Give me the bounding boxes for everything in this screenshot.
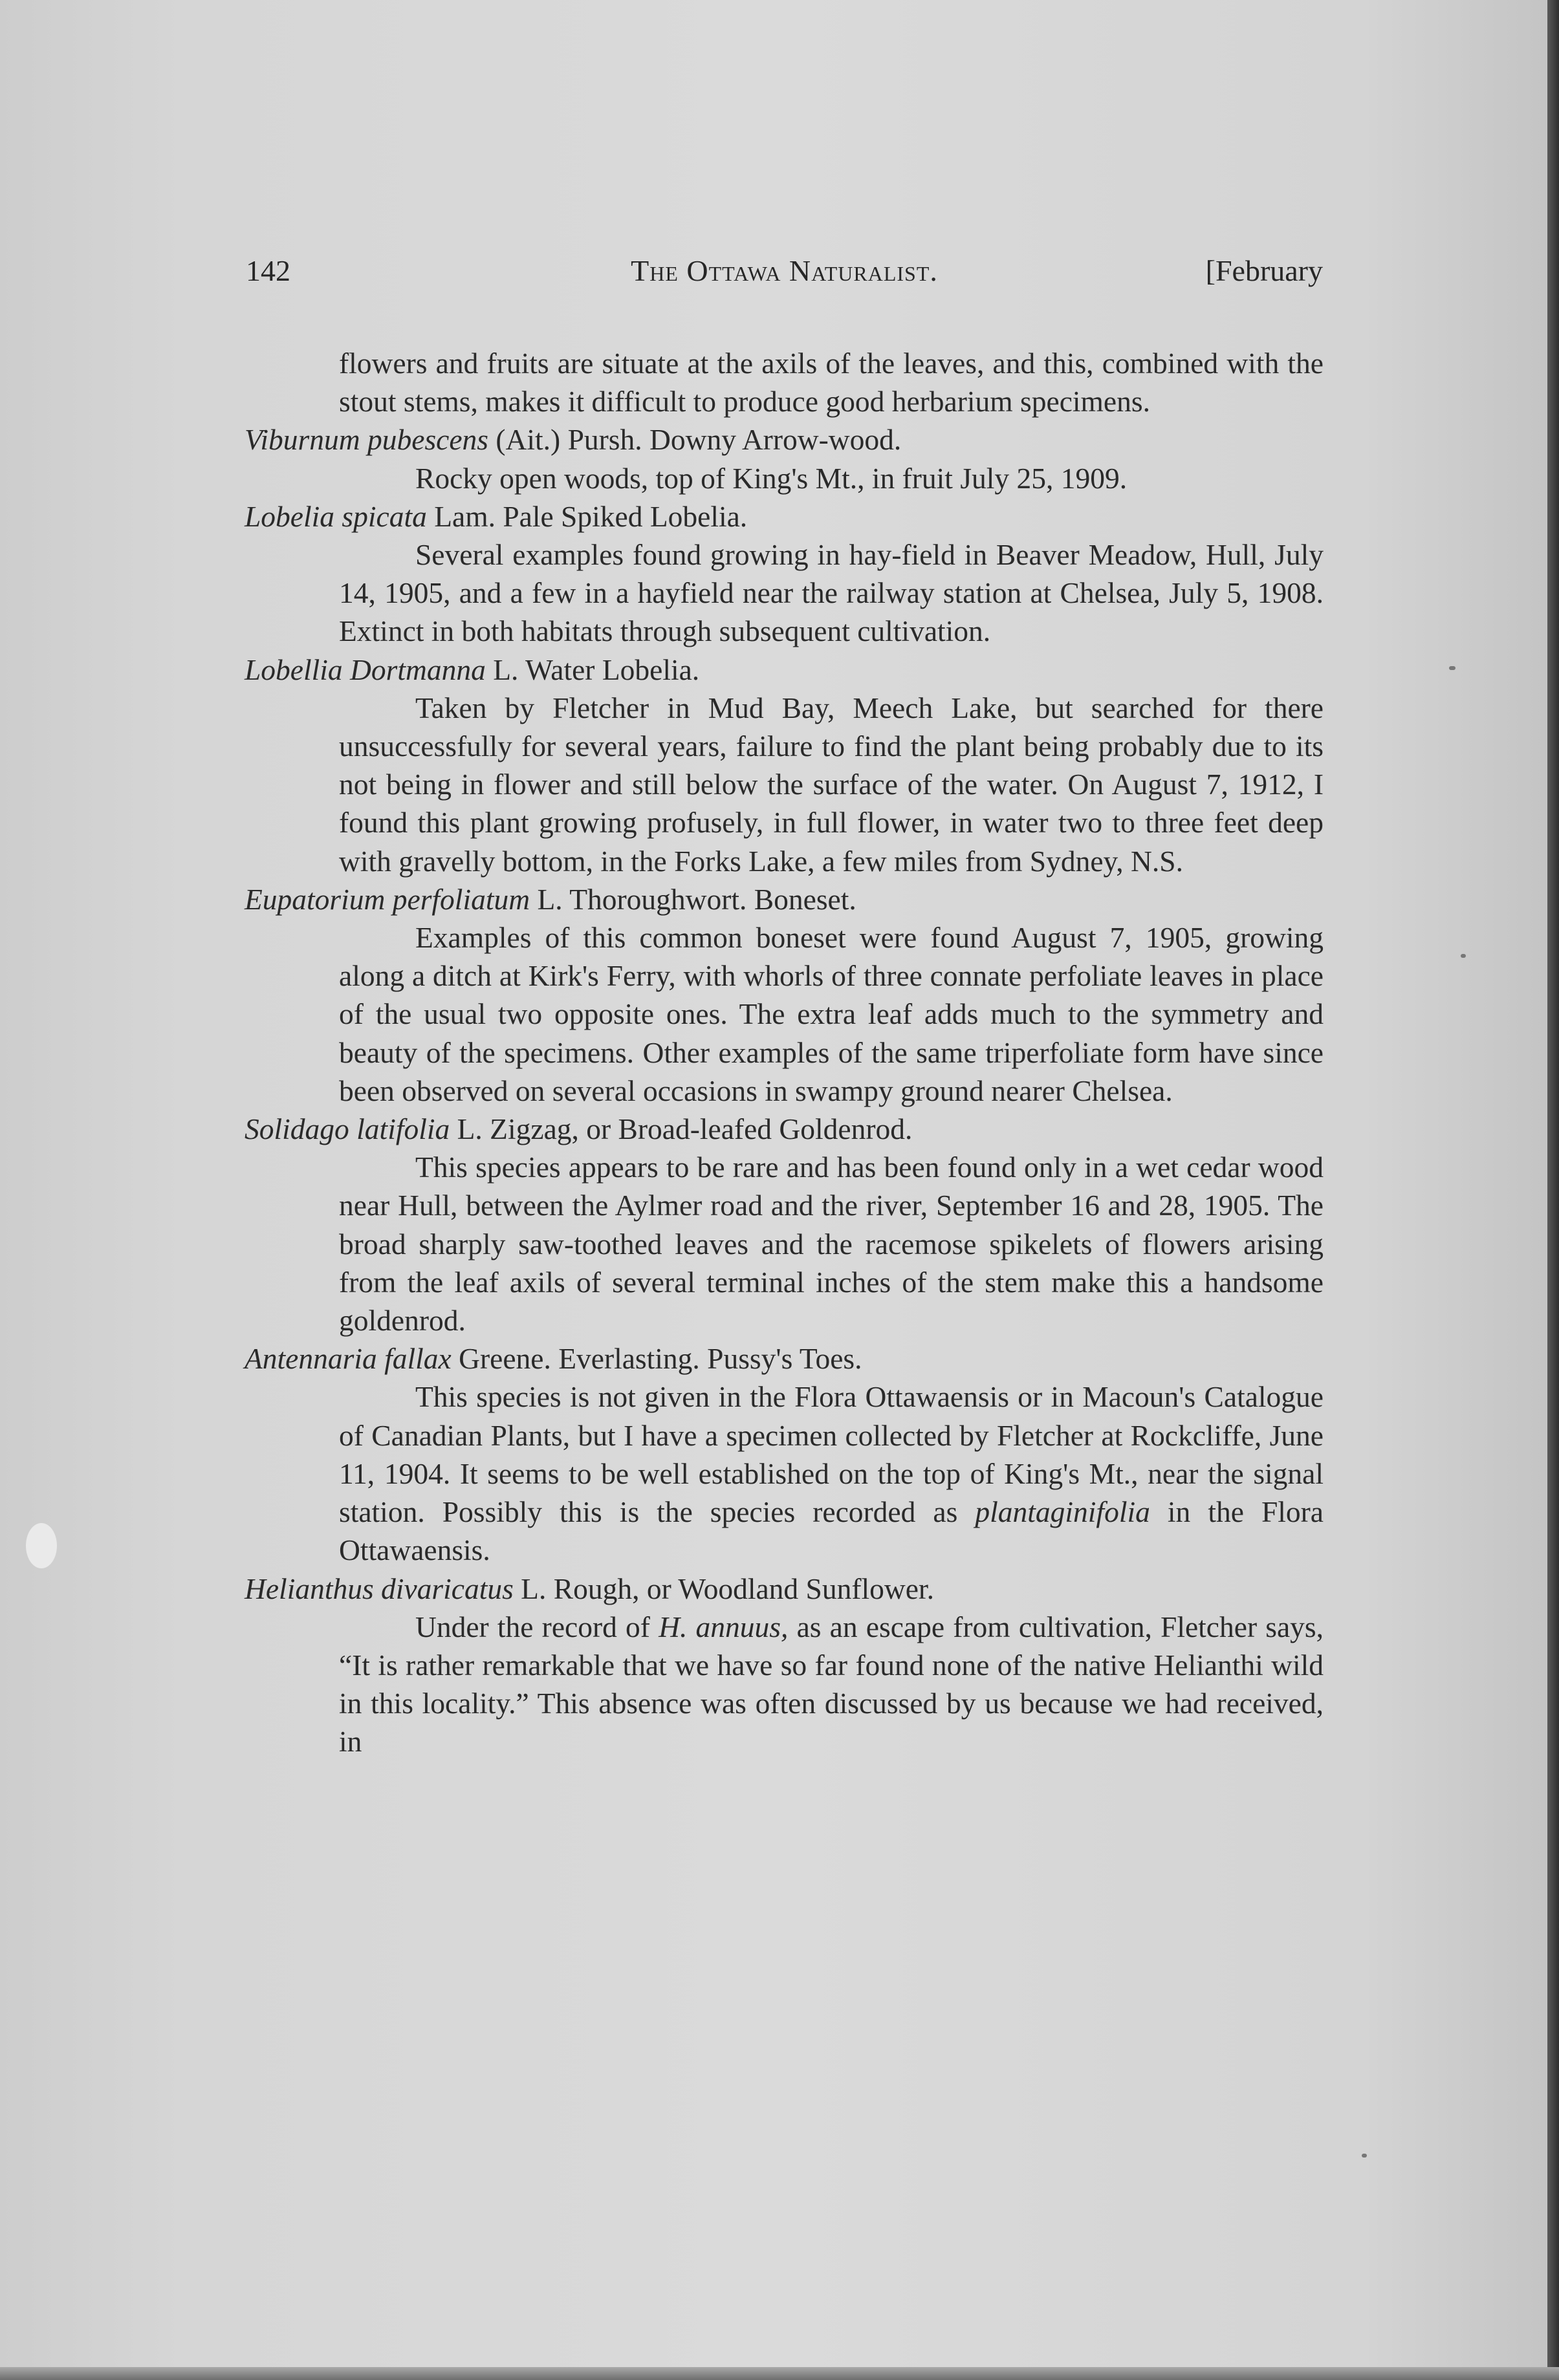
page-edge-bottom [0, 2367, 1559, 2380]
species-name: Lobellia Dortmanna [245, 653, 486, 686]
italic-term: plantaginifolia [975, 1495, 1150, 1529]
page-number: 142 [246, 254, 290, 287]
paper-blemish [26, 1523, 57, 1568]
entry-lobellia-dortmanna: Lobellia Dortmanna L. Water Lobelia. [245, 653, 700, 686]
entry-body: This species appears to be rare and has been found only in a wet cedar wood near Hull, between the Aylmer road and the river, September 16 and 28, 1905. The broad sharply saw-toothed leaves and the racemose spikelets of flowers arising from the leaf axils of several terminal inches of the stem make this a handsome goldenrod. [339, 1151, 1324, 1337]
margin-speck [1449, 666, 1455, 670]
species-name: Helianthus divaricatus [245, 1572, 514, 1605]
entry-body: Rocky open woods, top of King's Mt., in fruit July 25, 1909. [415, 461, 1128, 495]
entry-body: Under the record of H. annuus, as an escape from cultivation, Fletcher says, “It is rather remarkable that we have so far found none of the native Helianthi wild in this locality.” This absence was often discussed by us because we had received, in [339, 1610, 1324, 1758]
species-name: Lobelia spicata [245, 499, 427, 533]
entry-helianthus-divaricatus: Helianthus divaricatus L. Rough, or Woodland Sunflower. [245, 1572, 934, 1605]
margin-speck [1362, 2154, 1367, 2158]
entry-body: This species is not given in the Flora Ottawaensis or in Macoun's Catalogue of Canadian Plants, but I have a specimen collected by Fletcher at Rockcliffe, June 11, 1904. It seems to be well established on the top of King's Mt., near the signal station. Possibly this is the species recorded as plantaginifolia in the Flora Ottawaensis. [339, 1380, 1324, 1567]
running-head [246, 254, 1323, 299]
margin-speck [1461, 954, 1466, 958]
paragraph-continuation: flowers and fruits are situate at the axils of the leaves, and this, combined with the stout stems, makes it difficult to produce good herbarium specimens. [339, 347, 1324, 418]
species-name: Solidago latifolia [245, 1112, 450, 1146]
entry-solidago-latifolia: Solidago latifolia L. Zigzag, or Broad-leafed Goldenrod. [245, 1112, 913, 1146]
issue-month: [February [1205, 254, 1323, 287]
entry-body: Examples of this common boneset were found August 7, 1905, growing along a ditch at Kirk's Ferry, with whorls of three connate perfoliate leaves in place of the usual two opposite ones. The extra leaf adds much to the symmetry and beauty of the specimens. Other examples of the same triperfoliate form have since been observed on several occasions in swampy ground nearer Chelsea. [339, 921, 1324, 1107]
species-name: Viburnum pubescens [245, 423, 488, 457]
entry-body: Taken by Fletcher in Mud Bay, Meech Lake, but searched for there unsuccessfully for several years, failure to find the plant being probably due to its not being in flower and still below the surface of the water. On August 7, 1912, I found this plant growing profusely, in full flower, in water two to three feet deep with gravelly bottom, in the Forks Lake, a few miles from Sydney, N.S. [339, 691, 1324, 878]
entry-antennaria-fallax: Antennaria fallax Greene. Everlasting. Pussy's Toes. [245, 1342, 862, 1376]
page-edge-right [1547, 0, 1559, 2380]
journal-title: The Ottawa Naturalist. [631, 254, 938, 287]
entry-body: Several examples found growing in hay-field in Beaver Meadow, Hull, July 14, 1905, and a few in a hayfield near the railway station at Chelsea, July 5, 1908. Extinct in both habitats through subsequent cultivation. [339, 538, 1324, 648]
entry-viburnum-pubescens: Viburnum pubescens (Ait.) Pursh. Downy Arrow-wood. [245, 423, 902, 457]
entry-lobelia-spicata: Lobelia spicata Lam. Pale Spiked Lobelia. [245, 499, 748, 533]
italic-term: H. annuus, [659, 1610, 789, 1643]
entry-eupatorium-perfoliatum: Eupatorium perfoliatum L. Thoroughwort. Boneset. [245, 882, 856, 916]
species-name: Eupatorium perfoliatum [245, 882, 530, 916]
species-name: Antennaria fallax [245, 1342, 452, 1376]
text-block [245, 344, 1324, 1761]
